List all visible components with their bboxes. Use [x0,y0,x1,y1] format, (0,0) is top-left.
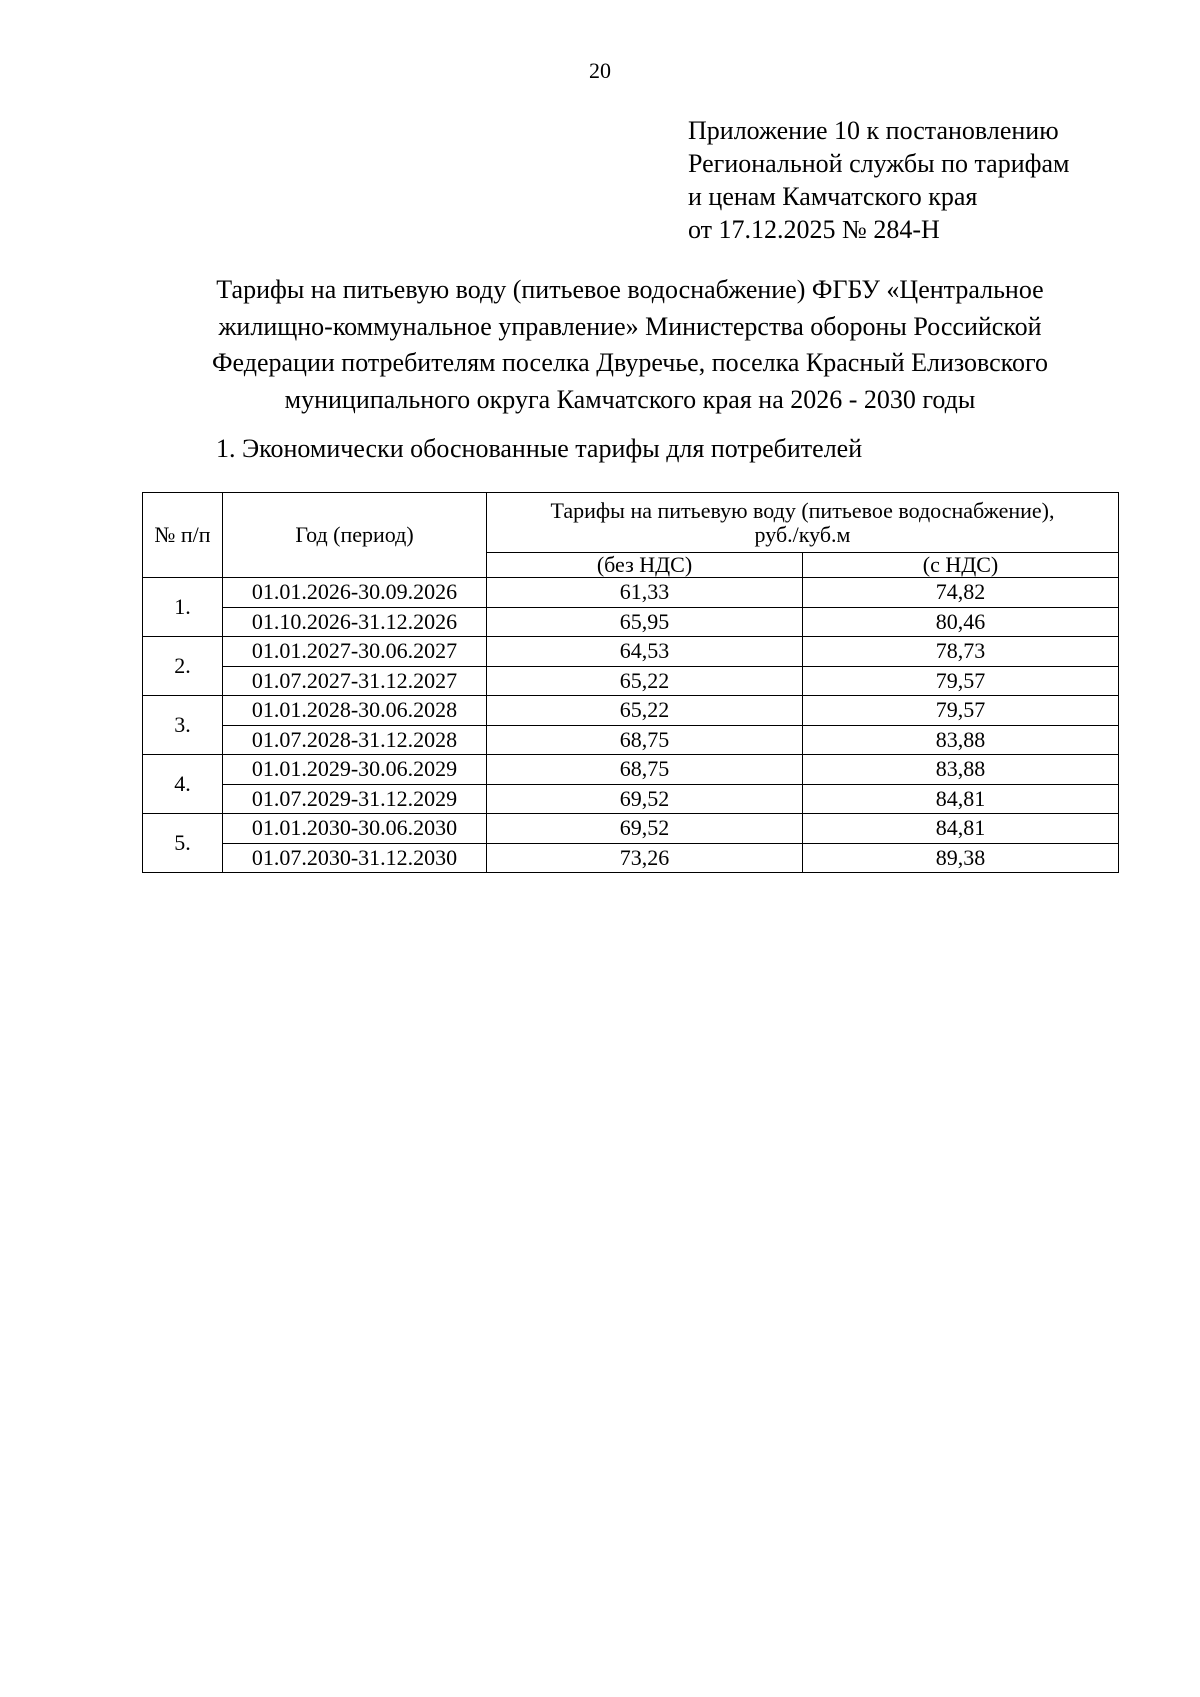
table-header [143,493,1119,578]
row-period: 01.10.2026-31.12.2026 [223,607,487,637]
header-without-vat: (без НДС) [487,553,803,578]
row-tariff-without-vat: 69,52 [487,784,803,814]
row-tariff-without-vat: 68,75 [487,725,803,755]
annex-reference [688,114,1158,246]
row-tariff-without-vat: 69,52 [487,814,803,844]
row-period: 01.01.2030-30.06.2030 [223,814,487,844]
row-tariff-with-vat: 79,57 [803,696,1119,726]
row-period: 01.01.2028-30.06.2028 [223,696,487,726]
table-row [143,725,1119,755]
annex-line: Приложение 10 к постановлению [688,116,1059,145]
row-tariff-with-vat: 83,88 [803,755,1119,785]
row-tariff-without-vat: 65,95 [487,607,803,637]
table-row [143,696,1119,726]
row-period: 01.07.2029-31.12.2029 [223,784,487,814]
row-period: 01.07.2028-31.12.2028 [223,725,487,755]
table-row [143,637,1119,667]
annex-line: Региональной службы по тарифам [688,149,1070,178]
section-heading: 1. Экономически обоснованные тарифы для потребителей [216,434,863,463]
row-period: 01.07.2030-31.12.2030 [223,843,487,873]
header-tariff [487,493,1119,553]
row-tariff-without-vat: 61,33 [487,578,803,608]
header-period: Год (период) [223,493,487,578]
annex-line: и ценам Камчатского края [688,182,978,211]
title-line: Федерации потребителям поселка Двуречье, поселка Красный Елизовского [211,348,1049,377]
row-tariff-with-vat: 89,38 [803,843,1119,873]
table-row [143,666,1119,696]
document-title [80,272,1180,418]
row-tariff-with-vat: 79,57 [803,666,1119,696]
header-number: № п/п [143,493,223,578]
table-row [143,607,1119,637]
row-period: 01.07.2027-31.12.2027 [223,666,487,696]
row-tariff-without-vat: 65,22 [487,696,803,726]
title-line: муниципального округа Камчатского края на 2026 - 2030 годы [284,384,976,414]
row-tariff-with-vat: 74,82 [803,578,1119,608]
row-tariff-with-vat: 80,46 [803,607,1119,637]
row-tariff-with-vat: 84,81 [803,814,1119,844]
row-period: 01.01.2029-30.06.2029 [223,755,487,785]
row-number: 4. [143,755,223,814]
row-tariff-without-vat: 73,26 [487,843,803,873]
row-period: 01.01.2026-30.09.2026 [223,578,487,608]
table-body [143,578,1119,873]
row-tariff-with-vat: 84,81 [803,784,1119,814]
table-row [143,843,1119,873]
header-tariff-unit: руб./куб.м [754,521,851,547]
row-tariff-without-vat: 64,53 [487,637,803,667]
title-line: Тарифы на питьевую воду (питьевое водоснабжение) ФГБУ «Центральное [216,275,1044,304]
row-number: 2. [143,637,223,696]
row-number: 3. [143,696,223,755]
table-row [143,578,1119,608]
table-row [143,814,1119,844]
row-number: 5. [143,814,223,873]
row-tariff-without-vat: 65,22 [487,666,803,696]
table-row [143,755,1119,785]
row-tariff-with-vat: 83,88 [803,725,1119,755]
row-number: 1. [143,578,223,637]
row-tariff-with-vat: 78,73 [803,637,1119,667]
annex-line: от 17.12.2025 № 284-Н [688,215,940,244]
tariff-table [142,492,1119,873]
title-line: жилищно-коммунальное управление» Министерства обороны Российской [218,311,1042,341]
page-number: 20 [589,58,611,83]
row-period: 01.01.2027-30.06.2027 [223,637,487,667]
row-tariff-without-vat: 68,75 [487,755,803,785]
table-row [143,784,1119,814]
header-tariff-line: Тарифы на питьевую воду (питьевое водоснабжение), [550,497,1055,523]
header-with-vat: (с НДС) [803,553,1119,578]
